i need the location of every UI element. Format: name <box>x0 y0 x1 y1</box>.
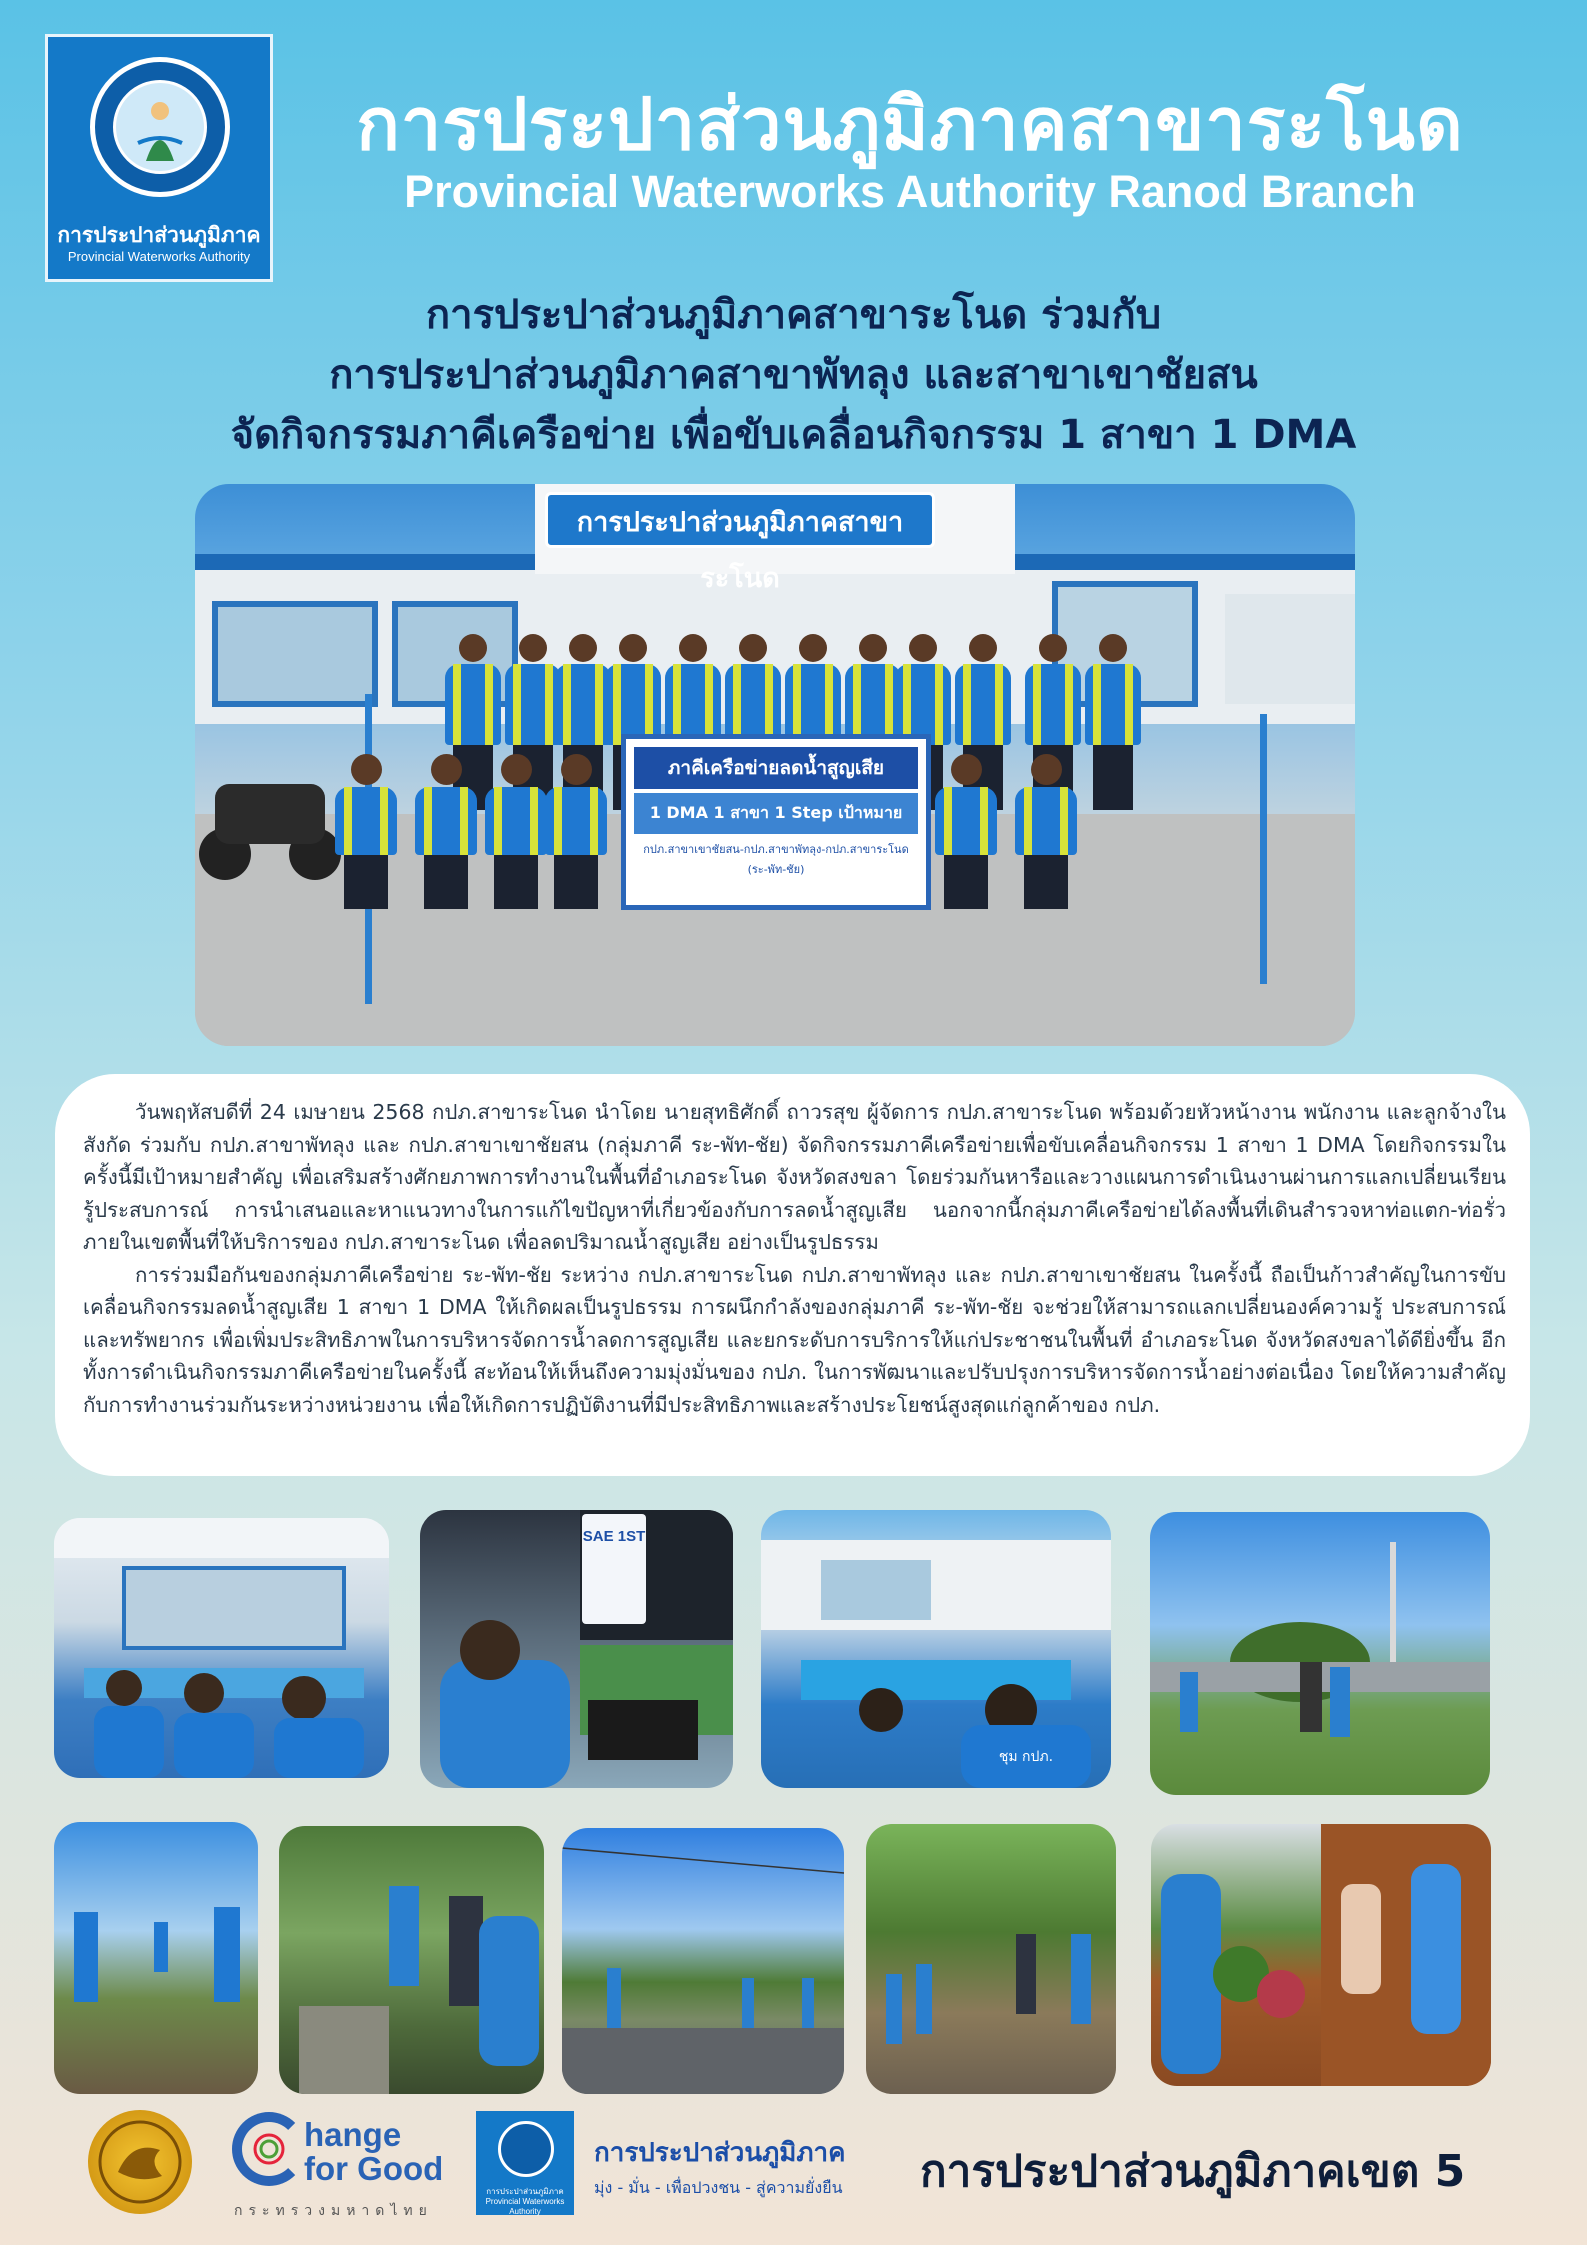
photo-field-walk <box>54 1822 258 2094</box>
pwa-logo <box>45 34 273 282</box>
headline-line-2: การประปาส่วนภูมิภาคสาขาพัทลุง และสาขาเขาชัยสน <box>329 352 1258 398</box>
pwa-footer-emblem-icon <box>498 2121 554 2177</box>
person-figure <box>545 754 607 904</box>
body-paragraph-1: วันพฤหัสบดีที่ 24 เมษายน 2568 กปภ.สาขาระโนด นำโดย นายสุทธิศักดิ์ ถาวรสุข ผู้จัดการ กปภ.สาขาระโนด พร้อมด้วยหัวหน้างาน พนักงาน และลูกจ้างในสังกัด ร่วมกับ กปภ.สาขาพัทลุง และ กปภ.สาขาเขาชัยสน (กลุ่มภาคี ระ-พัท-ชัย) จัดกิจกรรมภาคีเครือข่ายเพื่อขับเคลื่อนกิจกรรม 1 สาขา 1 DMA โดยกิจกรรมในครั้งนี้มีเป้าหมายสำคัญ เพื่อเสริมสร้างศักยภาพการทำงานในพื้นที่อำเภอระโนด จังหวัดสงขลา โดยร่วมกันหารือและวางแผนการดำเนินงานผ่านการแลกเปลี่ยนเรียนรู้ประสบการณ์ การนำเสนอและหาแนวทางในการแก้ไขปัญหาที่เกี่ยวข้องกับการลดน้ำสูญเสีย นอกจากนี้กลุ่มภาคีเครือข่ายได้ลงพื้นที่เดินสำรวจหาท่อแตก-ท่อรั่ว ภายในเขตพื้นที่ให้บริการของ กปภ.สาขาระโนด เพื่อลดปริมาณน้ำสูญเสีย อย่างเป็นรูปธรรม <box>83 1100 1506 1254</box>
logo-name-th: การประปาส่วนภูมิภาค <box>57 224 261 247</box>
headline-line-3: จัดกิจกรรมภาคีเครือข่าย เพื่อขับเคลื่อนกิจกรรม 1 สาขา 1 DMA <box>230 412 1357 458</box>
cfg-line-1: hange <box>304 2116 402 2153</box>
pwa-name: การประปาส่วนภูมิภาค <box>594 2138 846 2168</box>
pwa-footer-logo <box>476 2111 574 2215</box>
photo-tree-area <box>866 1824 1116 2094</box>
photo-meeting-hall <box>54 1518 389 1778</box>
photo-house-visit <box>1151 1824 1491 2086</box>
banner-branches: กปภ.สาขาเขาชัยสน-กปภ.สาขาพัทลุง-กปภ.สาขาระโนด <box>643 843 909 856</box>
projector-slide: SAE 1ST <box>582 1514 646 1624</box>
building-sign: การประปาส่วนภูมิภาคสาขาระโนด <box>545 492 935 548</box>
banner-title: ภาคีเครือข่ายลดน้ำสูญเสีย <box>634 747 918 789</box>
network-banner <box>621 734 931 910</box>
person-figure <box>485 754 547 904</box>
page-title-en: Provincial Waterworks Authority Ranod Branch <box>404 166 1416 217</box>
photo-canal-inspection <box>279 1826 544 2094</box>
body-paragraph-2: การร่วมมือกันของกลุ่มภาคีเครือข่าย ระ-พัท-ชัย ระหว่าง กปภ.สาขาระโนด กปภ.สาขาพัทลุง และ กปภ.สาขาเขาชัยสน ในครั้งนี้ ถือเป็นก้าวสำคัญในการขับเคลื่อนกิจกรรมลดน้ำสูญเสีย 1 สาขา 1 DMA ให้เกิดผลเป็นรูปธรรม การผนึกกำลังของกลุ่มภาคี ระ-พัท-ชัย จะช่วยให้สามารถแลกเปลี่ยนองค์ความรู้ ประสบการณ์ และทรัพยากร เพื่อเพิ่มประสิทธิภาพในการบริหารจัดการน้ำลดการสูญเสีย และยกระดับการบริการให้แก่ประชาชนในพื้นที่ อำเภอระโนด จังหวัดสงขลาได้ดียิ่งขึ้น อีกทั้งการดำเนินกิจกรรมภาคีเครือข่ายในครั้งนี้ สะท้อนให้เห็นถึงความมุ่งมั่นของ กปภ. ในการพัฒนาและปรับปรุงการบริหารจัดการน้ำอย่างต่อเนื่อง โดยให้ความสำคัญกับการทำงานร่วมกันระหว่างหน่วยงาน เพื่อให้เกิดการปฏิบัติงานที่มีประสิทธิภาพและสร้างประโยชน์สูงสุดแก่ลูกค้าของ กปภ. <box>83 1262 1506 1417</box>
region-name: การประปาส่วนภูมิภาคเขต 5 <box>920 2146 1466 2197</box>
banner-slogan: 1 DMA 1 สาขา 1 Step เป้าหมาย <box>634 793 918 834</box>
ministry-name: กระทรวงมหาดไทย <box>234 2203 433 2219</box>
page-title-th: การประปาส่วนภูมิภาคสาขาระโนด <box>356 85 1464 165</box>
headline-line-1: การประปาส่วนภูมิภาคสาขาระโนด ร่วมกับ <box>425 292 1162 338</box>
pwa-footer-logo-th: การประปาส่วนภูมิภาค <box>486 2187 564 2196</box>
pwa-footer-logo-en: Provincial Waterworks Authority <box>485 2197 565 2216</box>
person-figure <box>335 754 397 904</box>
body-text-panel <box>55 1074 1530 1476</box>
person-figure <box>415 754 477 904</box>
photo-meeting-table <box>761 1510 1111 1788</box>
main-group-photo <box>195 484 1355 1046</box>
photo-roadside-survey <box>1150 1512 1490 1795</box>
cfg-line-2: for Good <box>304 2150 444 2187</box>
banner-group: (ระ-พัท-ชัย) <box>747 863 805 876</box>
photo-presentation <box>420 1510 733 1788</box>
shirt-logo: ชุม กปภ. <box>998 1749 1054 1765</box>
person-figure <box>935 754 997 904</box>
change-for-good-icon <box>232 2112 306 2186</box>
change-for-good-logo <box>304 2118 443 2186</box>
pwa-slogan: มุ่ง - มั่น - เพื่อปวงชน - สู่ความยั่งยืน <box>594 2178 843 2197</box>
person-figure <box>1015 754 1077 904</box>
ministry-seal-icon <box>88 2110 192 2214</box>
pwa-emblem-icon <box>90 57 230 197</box>
person-figure <box>1085 634 1141 814</box>
logo-name-en: Provincial Waterworks Authority <box>67 249 251 264</box>
photo-road-survey <box>562 1828 844 2094</box>
